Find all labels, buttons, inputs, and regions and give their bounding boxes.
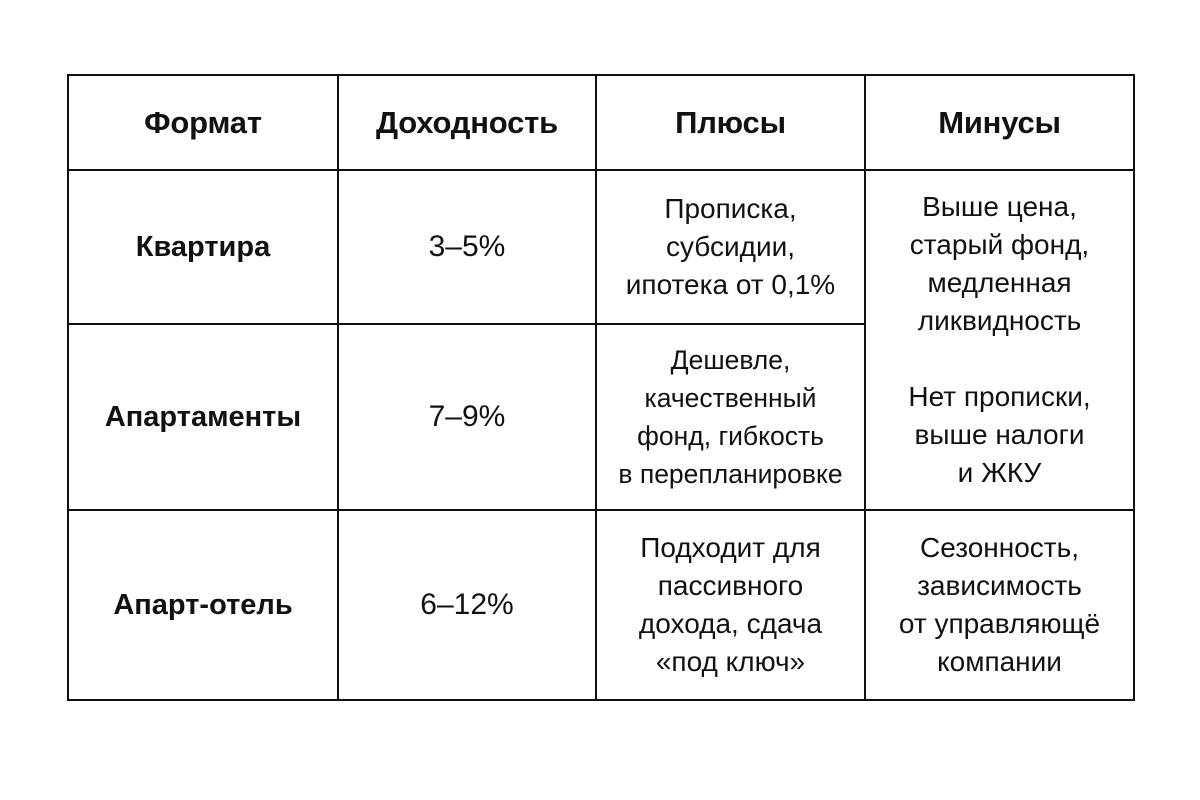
row-format-cell: Квартира	[135, 230, 271, 263]
row-pros-cell: Прописка, субсидии, ипотека от 0,1%	[625, 193, 836, 300]
header-format: Формат	[144, 104, 262, 140]
merged-cons-cell: Выше цена, старый фонд, медленная ликвидность Нет прописки, выше налоги и ЖКУ	[908, 191, 1091, 488]
row-format-cell: Апарт-отель	[113, 588, 293, 621]
header-yield: Доходность	[375, 104, 559, 140]
row-format-cell: Апартаменты	[104, 400, 302, 433]
header-cons: Минусы	[938, 104, 1061, 140]
row-yield-cell: 3–5%	[428, 230, 506, 263]
header-pros: Плюсы	[675, 104, 786, 140]
comparison-table	[67, 74, 1135, 701]
row-cons-cell: Сезонность, зависимость от управляющё компании	[898, 532, 1101, 677]
row-yield-cell: 7–9%	[428, 400, 506, 433]
row-pros-cell: Дешевле, качественный фонд, гибкость в перепланировке	[618, 345, 843, 489]
row-yield-cell: 6–12%	[420, 588, 514, 621]
row-pros-cell: Подходит для пассивного дохода, сдача «под ключ»	[638, 532, 823, 677]
